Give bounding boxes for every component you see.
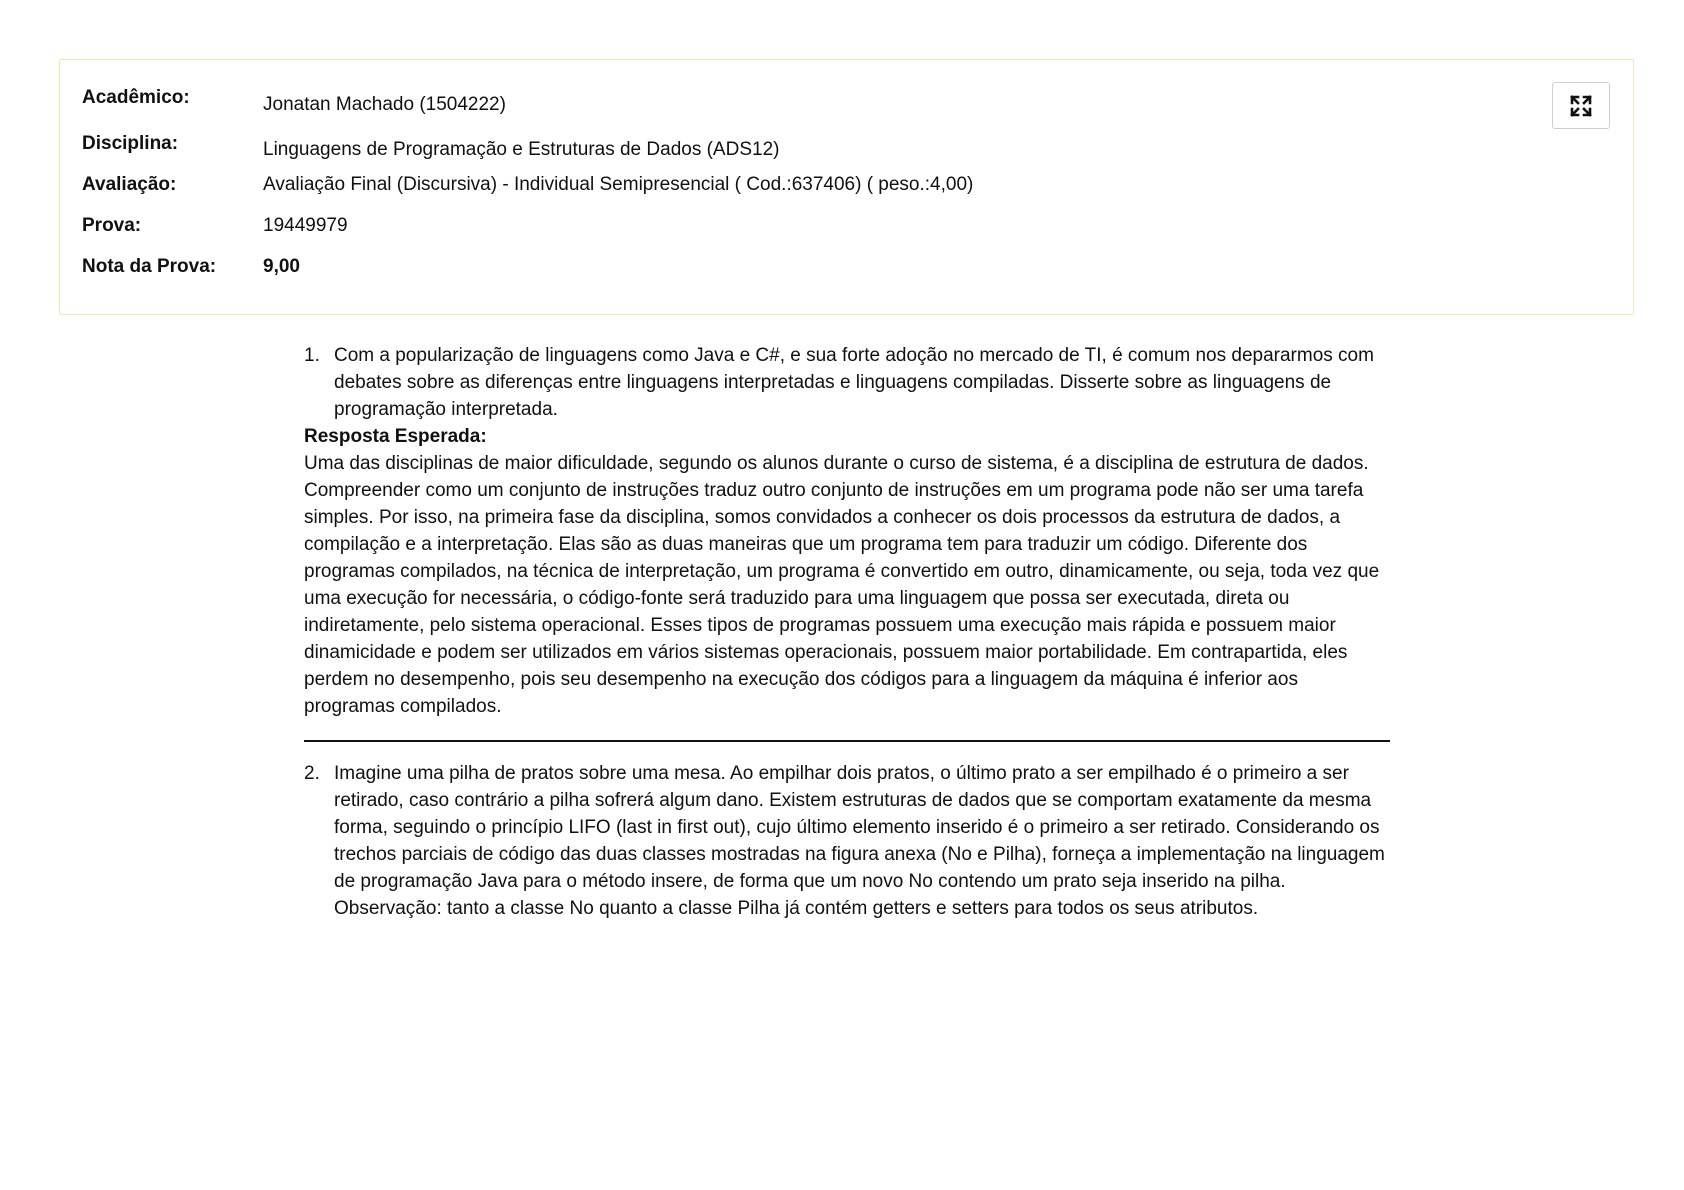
exam-grade: 9,00	[263, 256, 300, 277]
info-label: Acadêmico:	[82, 87, 190, 108]
info-row-academico	[82, 87, 1482, 117]
expand-icon	[1570, 95, 1592, 117]
info-row-avaliacao	[82, 174, 1482, 204]
question-divider	[304, 740, 1390, 742]
exam-info-panel	[59, 59, 1634, 315]
info-row-prova	[82, 215, 1482, 245]
exam-id: 19449979	[263, 215, 348, 236]
question-item	[304, 760, 1390, 922]
expected-answer-label: Resposta Esperada:	[304, 426, 487, 447]
question-number: 2.	[304, 763, 320, 784]
question-number: 1.	[304, 345, 320, 366]
info-label: Avaliação:	[82, 174, 177, 195]
evaluation-name: Avaliação Final (Discursiva) - Individual Semipresencial ( Cod.:637406) ( peso.:4,00)	[263, 174, 974, 195]
info-row-nota	[82, 256, 1482, 286]
question-item	[304, 342, 1390, 423]
discipline-name: Linguagens de Programação e Estruturas de Dados (ADS12)	[263, 139, 780, 160]
question-text: Imagine uma pilha de pratos sobre uma mesa. Ao empilhar dois pratos, o último prato a ser empilhado é o primeiro a ser retirado, caso contrário a pilha sofrerá algum dano. Existem estruturas de dados que se comportam exatamente da mesma forma, seguindo o princípio LIFO (last in first out), cujo último elemento inserido é o primeiro a ser retirado. Considerando os trechos parciais de código das duas classes mostradas na figura anexa (No e Pilha), forneça a implementação na linguagem de programação Java para o método insere, de forma que um novo No contendo um prato seja inserido na pilha. Observação: tanto a classe No quanto a classe Pilha já contém getters e setters para todos os seus atributos.	[334, 763, 1385, 919]
info-label: Prova:	[82, 215, 142, 236]
info-row-disciplina	[82, 133, 1482, 163]
expected-answer-text: Uma das disciplinas de maior dificuldade, segundo os alunos durante o curso de sistema, é a disciplina de estrutura de dados. Compreender como um conjunto de instruções traduz outro conjunto de instruções em um programa pode não ser uma tarefa simples. Por isso, na primeira fase da disciplina, somos convidados a conhecer os dois processos da estrutura de dados, a compilação e a interpretação. Elas são as duas maneiras que um programa tem para traduzir um código. Diferente dos programas compilados, na técnica de interpretação, um programa é convertido em outro, dinamicamente, ou seja, toda vez que uma execução for necessária, o código-fonte será traduzido para uma linguagem que possa ser executada, direta ou indiretamente, pelo sistema operacional. Esses tipos de programas possuem uma execução mais rápida e possuem maior dinamicidade e podem ser utilizados em vários sistemas operacionais, possuem maior portabilidade. Em contrapartida, eles perdem no desempenho, pois seu desempenho na execução dos códigos para a linguagem da máquina é inferior aos programas compilados.	[304, 453, 1380, 717]
student-name: Jonatan Machado (1504222)	[263, 94, 506, 115]
info-label: Disciplina:	[82, 133, 179, 154]
fullscreen-button[interactable]	[1552, 82, 1610, 129]
question-text: Com a popularização de linguagens como Java e C#, e sua forte adoção no mercado de TI, é comum nos depararmos com debates sobre as diferenças entre linguagens interpretadas e linguagens compiladas. Disserte sobre as linguagens de programação interpretada.	[334, 345, 1374, 420]
info-label: Nota da Prova:	[82, 256, 217, 277]
questions-content	[304, 342, 1390, 922]
